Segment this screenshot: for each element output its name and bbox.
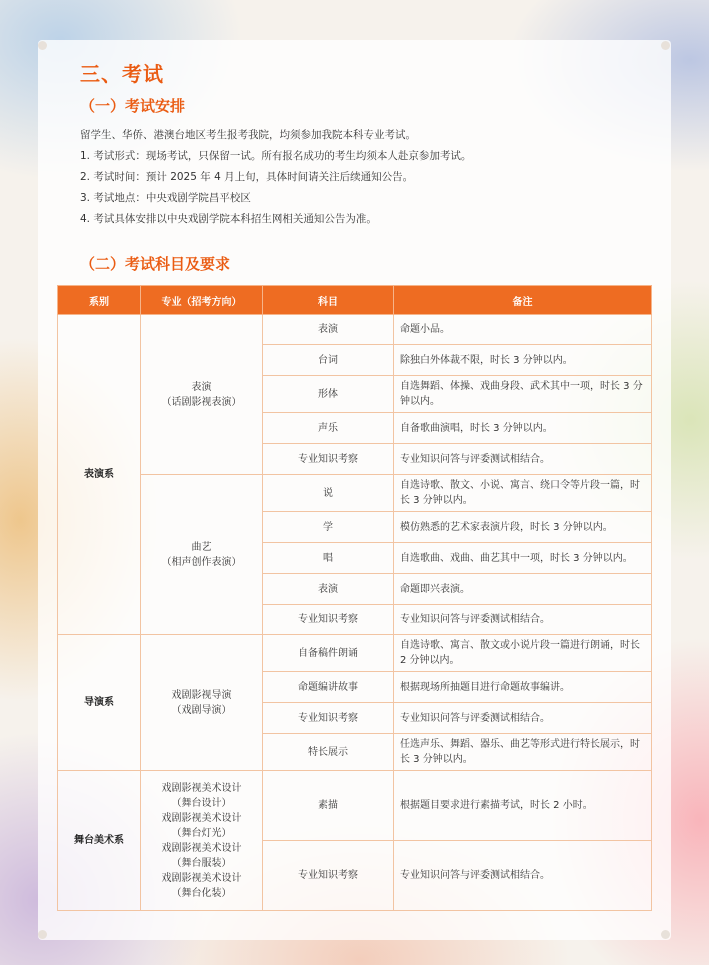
major-line: 戏剧影视美术设计 <box>161 782 242 794</box>
note-cell: 自选诗歌、寓言、散文或小说片段一篇进行朗诵，时长 2 分钟以内。 <box>394 635 652 672</box>
table-row <box>58 635 652 672</box>
major-line: （戏剧导演） <box>171 704 232 716</box>
subject-cell: 学 <box>263 512 394 543</box>
major-line: （舞台设计） <box>171 797 232 809</box>
note-cell: 专业知识问答与评委测试相结合。 <box>394 444 652 475</box>
subject-cell: 台词 <box>263 345 394 376</box>
major-cell <box>141 771 263 911</box>
subject-cell: 表演 <box>263 315 394 345</box>
subject-cell: 形体 <box>263 376 394 413</box>
subject-cell: 命题编讲故事 <box>263 672 394 703</box>
subject-cell: 唱 <box>263 543 394 574</box>
note-cell: 自选舞蹈、体操、戏曲身段、武术其中一项，时长 3 分钟以内。 <box>394 376 652 413</box>
subject-cell: 专业知识考察 <box>263 703 394 734</box>
note-cell: 根据题目要求进行素描考试，时长 2 小时。 <box>394 771 652 841</box>
major-cell <box>141 475 263 635</box>
note-cell: 除独白外体裁不限，时长 3 分钟以内。 <box>394 345 652 376</box>
subject-cell: 专业知识考察 <box>263 841 394 911</box>
major-line: 戏剧影视导演 <box>171 689 232 701</box>
section-title: 三、考试 <box>80 62 164 86</box>
corner-dot <box>38 930 47 939</box>
note-cell: 根据现场所抽题目进行命题故事编讲。 <box>394 672 652 703</box>
header-note: 备注 <box>394 286 652 315</box>
arrangement-heading: （一）考试安排 <box>80 97 186 115</box>
major-line: （舞台灯光） <box>171 827 232 839</box>
subject-cell: 自备稿件朗诵 <box>263 635 394 672</box>
header-dept: 系别 <box>58 286 141 315</box>
corner-dot <box>661 930 670 939</box>
table-row <box>58 315 652 345</box>
major-line: 戏剧影视美术设计 <box>161 842 242 854</box>
subject-cell: 特长展示 <box>263 734 394 771</box>
exam-subjects-table <box>57 285 652 911</box>
corner-dot <box>661 41 670 50</box>
major-cell <box>141 315 263 475</box>
major-line: （相声创作表演） <box>161 556 242 568</box>
corner-dot <box>38 41 47 50</box>
subjects-heading: （二）考试科目及要求 <box>80 255 231 273</box>
dept-cell: 导演系 <box>58 635 141 771</box>
arrangement-item: 4. 考试具体安排以中央戏剧学院本科招生网相关通知公告为准。 <box>80 213 377 225</box>
arrangement-intro: 留学生、华侨、港澳台地区考生报考我院，均须参加我院本科专业考试。 <box>80 129 416 141</box>
dept-cell: 表演系 <box>58 315 141 635</box>
major-line: （舞台服装） <box>171 857 232 869</box>
note-cell: 自选歌曲、戏曲、曲艺其中一项，时长 3 分钟以内。 <box>394 543 652 574</box>
subject-cell: 声乐 <box>263 413 394 444</box>
subject-cell: 专业知识考察 <box>263 605 394 635</box>
note-cell: 专业知识问答与评委测试相结合。 <box>394 703 652 734</box>
note-cell: 命题即兴表演。 <box>394 574 652 605</box>
major-line: 戏剧影视美术设计 <box>161 812 242 824</box>
subject-cell: 表演 <box>263 574 394 605</box>
table-row <box>58 771 652 841</box>
note-cell: 命题小品。 <box>394 315 652 345</box>
note-cell: 自备歌曲演唱，时长 3 分钟以内。 <box>394 413 652 444</box>
note-cell: 专业知识问答与评委测试相结合。 <box>394 605 652 635</box>
note-cell: 专业知识问答与评委测试相结合。 <box>394 841 652 911</box>
subject-cell: 素描 <box>263 771 394 841</box>
major-cell <box>141 635 263 771</box>
subject-cell: 专业知识考察 <box>263 444 394 475</box>
header-major: 专业（招考方向） <box>141 286 263 315</box>
subject-cell: 说 <box>263 475 394 512</box>
note-cell: 自选诗歌、散文、小说、寓言、绕口令等片段一篇，时长 3 分钟以内。 <box>394 475 652 512</box>
header-subject: 科目 <box>263 286 394 315</box>
major-line: 曲艺 <box>191 541 212 553</box>
arrangement-item: 3. 考试地点：中央戏剧学院昌平校区 <box>80 192 251 204</box>
dept-cell: 舞台美术系 <box>58 771 141 911</box>
note-cell: 任选声乐、舞蹈、器乐、曲艺等形式进行特长展示，时长 3 分钟以内。 <box>394 734 652 771</box>
arrangement-item: 1. 考试形式：现场考试，只保留一试。所有报名成功的考生均须本人赴京参加考试。 <box>80 150 472 162</box>
table-header-row <box>58 286 652 315</box>
table-row <box>58 475 652 512</box>
note-cell: 模仿熟悉的艺术家表演片段，时长 3 分钟以内。 <box>394 512 652 543</box>
major-line: 表演 <box>191 381 212 393</box>
major-line: （舞台化装） <box>171 887 232 899</box>
arrangement-item: 2. 考试时间：预计 2025 年 4 月上旬，具体时间请关注后续通知公告。 <box>80 171 414 183</box>
major-line: （话剧影视表演） <box>161 396 242 408</box>
major-line: 戏剧影视美术设计 <box>161 872 242 884</box>
